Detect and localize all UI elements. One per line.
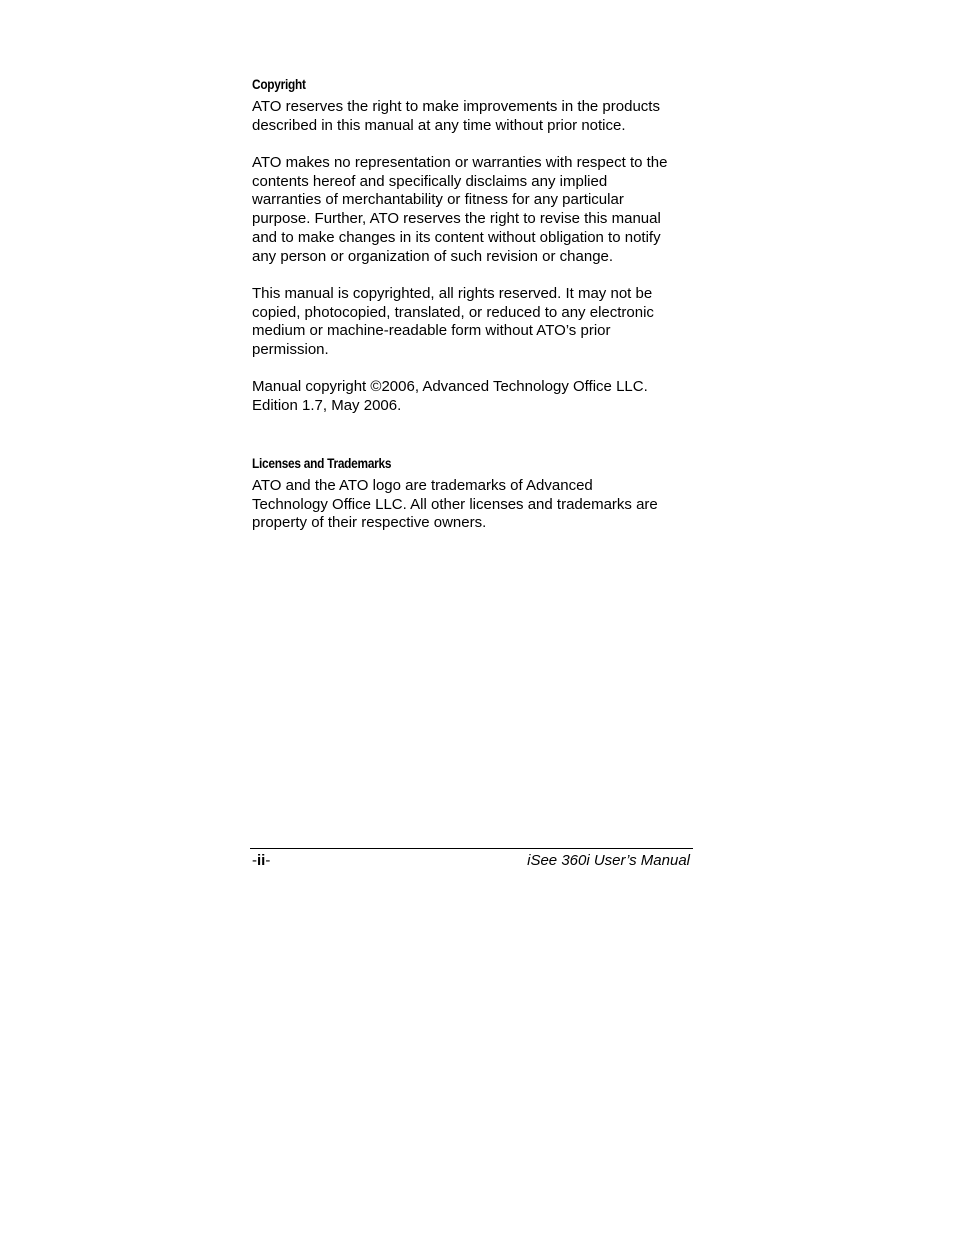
text-line: Manual copyright ©2006, Advanced Technology Office LLC. xyxy=(252,378,648,395)
footer-divider xyxy=(250,848,693,849)
text-line: ATO makes no representation or warranties with respect to the xyxy=(252,154,668,171)
text-line: permission. xyxy=(252,341,329,359)
page-number-prefix: - xyxy=(252,852,257,869)
manual-title: iSee 360i User’s Manual xyxy=(527,852,690,869)
text-line: warranties of merchantability or fitness for any particular xyxy=(252,191,624,209)
text-line: purpose. Further, ATO reserves the right to revise this manual xyxy=(252,210,661,228)
text-line: ATO and the ATO logo are trademarks of Advanced xyxy=(252,477,593,494)
page-number-value: ii xyxy=(257,852,266,869)
licenses-paragraph-1 xyxy=(252,477,697,533)
text-line: Technology Office LLC. All other licenses and trademarks are xyxy=(252,495,658,513)
text-line: medium or machine-readable form without ATO’s prior xyxy=(252,322,611,340)
text-line: This manual is copyrighted, all rights reserved. It may not be xyxy=(252,285,653,302)
copyright-heading: Copyright xyxy=(252,77,306,92)
text-line: any person or organization of such revision or change. xyxy=(252,247,614,265)
text-line: copied, photocopied, translated, or reduced to any electronic xyxy=(252,303,654,321)
page-number xyxy=(252,852,270,870)
copyright-paragraph-4 xyxy=(252,378,697,415)
copyright-paragraph-1 xyxy=(252,98,697,135)
text-line: ATO reserves the right to make improvements in the products xyxy=(252,98,660,115)
text-line: property of their respective owners. xyxy=(252,514,487,532)
copyright-paragraph-2 xyxy=(252,154,697,266)
copyright-paragraph-3 xyxy=(252,285,697,360)
page-number-suffix: - xyxy=(265,852,271,869)
text-line: and to make changes in its content without obligation to notify xyxy=(252,228,661,246)
licenses-heading: Licenses and Trademarks xyxy=(252,456,392,471)
text-line: contents hereof and specifically disclaims any implied xyxy=(252,172,608,190)
text-line: Edition 1.7, May 2006. xyxy=(252,396,402,414)
text-line: described in this manual at any time without prior notice. xyxy=(252,116,626,134)
